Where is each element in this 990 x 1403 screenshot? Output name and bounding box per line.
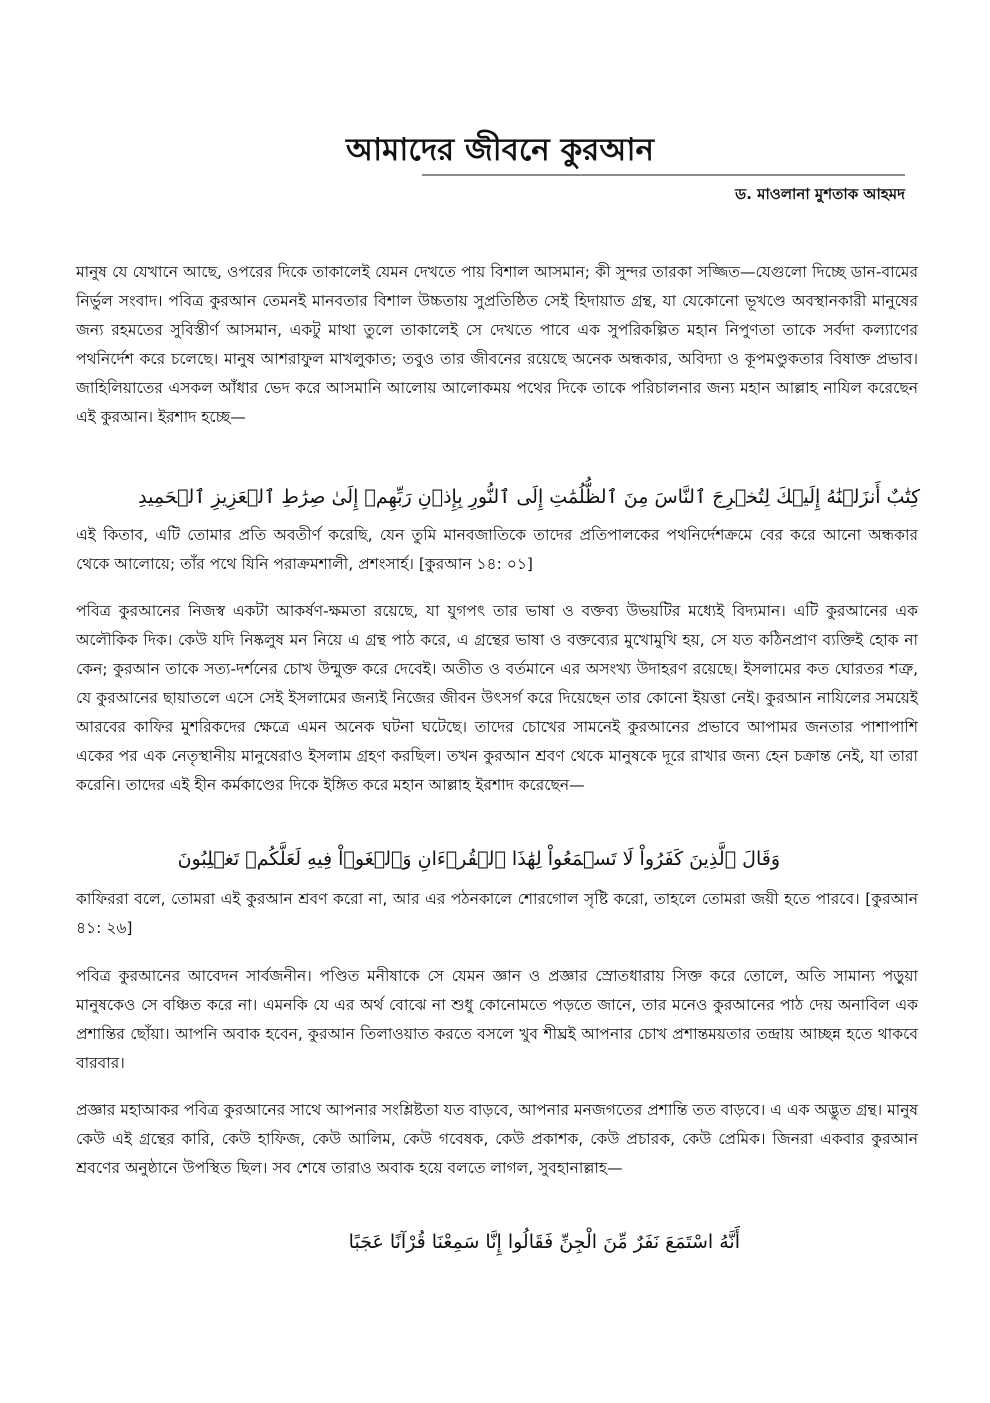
paragraph-intro: মানুষ যে যেখানে আছে, ওপরের দিকে তাকালেই যেমন দেখতে পায় বিশাল আসমান; কী সুন্দর তারকা সজ্জিত—যেগুলো দিচ্ছে ডান-বামের নির্ভুল সংবাদ। পবিত্র কুরআন তেমনই মানবতার বিশাল উচ্চতায় সুপ্রতিষ্ঠিত সেই হিদায়াত গ্রন্থ, যা যেকোনো ভূখণ্ডে অবস্থানকারী মানুষের জন্য রহমতের সুবিস্তীর্ণ আসমান, একটু মাথা তুলে তাকালেই সে দেখতে পাবে এক সুপরিকল্পিত মহান নিপুণতা তাকে সর্বদা কল্যাণের পথনির্দেশ করে চলেছে। মানুষ আশরাফুল মাখলুকাত; তবুও তার জীবনের রয়েছে অনেক অন্ধকার, অবিদ্যা ও কূপমণ্ডুকতার বিষাক্ত প্রভাব। জাহিলিয়াতের এসকল আঁধার ভেদ করে আসমানি আলোয় আলোকময় পথের দিকে তাকে পরিচালনার জন্য মহান আল্লাহ নাযিল করেছেন এই কুরআন। ইরশাদ হচ্ছে— xyxy=(76,263,918,426)
arabic-verse-ibrahim: كِتَٰبٌ أَنزَلۡنَٰهُ إِلَيۡكَ لِتُخۡرِجَ ٱلنَّاسَ مِنَ ٱلظُّلُمَٰتِ إِلَى ٱلنُّورِ بِإِذۡنِ رَبِّهِمۡ إِلَىٰ صِرَٰطِ ٱلۡعَزِيزِ ٱلۡحَمِيدِ xyxy=(138,486,920,508)
translation-ibrahim: এই কিতাব, এটি তোমার প্রতি অবতীর্ণ করেছি, যেন তুমি মানবজাতিকে তাদের প্রতিপালকের পথনির্দেশক্রমে বের করে আনো অন্ধকার থেকে আলোয়ে; তাঁর পথে যিনি পরাক্রমশালী, প্রশংসার্হ। [কুরআন ১৪: ০১] xyxy=(76,526,918,573)
arabic-verse-jinn: أَنَّهُ اسْتَمَعَ نَفَرٌ مِّنَ الْجِنِّ فَقَالُوا إِنَّا سَمِعْنَا قُرْآنًا عَجَبًا xyxy=(348,1231,740,1253)
arabic-verse-fussilat: وَقَالَ ٱلَّذِينَ كَفَرُواْ لَا تَسۡمَعُواْ لِهَٰذَا ٱلۡقُرۡءَانِ وَٱلۡغَوۡاْ فِيهِ لَعَلَّكُمۡ تَغۡلِبُونَ xyxy=(177,848,780,870)
paragraph-wisdom: প্রজ্ঞার মহাআকর পবিত্র কুরআনের সাথে আপনার সংশ্লিষ্টতা যত বাড়বে, আপনার মনজগতের প্রশান্তি তত বাড়বে। এ এক অদ্ভুত গ্রন্থ। মানুষ কেউ এই গ্রন্থের কারি, কেউ হাফিজ, কেউ আলিম, কেউ গবেষক, কেউ প্রকাশক, কেউ প্রচারক, কেউ প্রেমিক। জিনরা একবার কুরআন শ্রবণের অনুষ্ঠানে উপস্থিত ছিল। সব শেষে তারাও অবাক হয়ে বলতে লাগল, সুবহানাল্লাহ— xyxy=(76,1101,918,1177)
paragraph-attraction: পবিত্র কুরআনের নিজস্ব একটা আকর্ষণ-ক্ষমতা রয়েছে, যা যুগপৎ তার ভাষা ও বক্তব্য উভয়টির মধ্যেই বিদ্যমান। এটি কুরআনের এক অলৌকিক দিক। কেউ যদি নিষ্কলুষ মন নিয়ে এ গ্রন্থ পাঠ করে, এ গ্রন্থের ভাষা ও বক্তব্যের মুখোমুখি হয়, সে যত কঠিনপ্রাণ ব্যক্তিই হোক না কেন; কুরআন তাকে সত্য-দর্শনের চোখ উন্মুক্ত করে দেবেই। অতীত ও বর্তমানে এর অসংখ্য উদাহরণ রয়েছে। ইসলামের কত ঘোরতর শত্রু, যে কুরআনের ছায়াতলে এসে সেই ইসলামের জন্যই নিজের জীবন উৎসর্গ করে দিয়েছেন তার কোনো ইয়ত্তা নেই। কুরআন নাযিলের সময়েই আরবের কাফির মুশরিকদের ক্ষেত্রে এমন অনেক ঘটনা ঘটেছে। তাদের চোখের সামনেই কুরআনের প্রভাবে আপামর জনতার পাশাপাশি একের পর এক নেতৃস্থানীয় মানুষেরাও ইসলাম গ্রহণ করছিল। তখন কুরআন শ্রবণ থেকে মানুষকে দূরে রাখার জন্য হেন চক্রান্ত নেই, যা তারা করেনি। তাদের এই হীন কর্মকাণ্ডের দিকে ইঙ্গিত করে মহান আল্লাহ ইরশাদ করেছেন— xyxy=(76,602,918,794)
page-title: আমাদের জীবনে কুরআন xyxy=(346,132,654,168)
translation-fussilat: কাফিররা বলে, তোমরা এই কুরআন শ্রবণ করো না, আর এর পঠনকালে শোরগোল সৃষ্টি করো, তাহলে তোমরা জয়ী হতে পারবে। [কুরআন ৪১: ২৬] xyxy=(76,890,918,937)
paragraph-universal-appeal: পবিত্র কুরআনের আবেদন সার্বজনীন। পণ্ডিত মনীষাকে সে যেমন জ্ঞান ও প্রজ্ঞার স্রোতধারায় সিক্ত করে তোলে, অতি সামান্য পড়ুয়া মানুষকেও সে বঞ্চিত করে না। এমনকি যে এর অর্থ বোঝে না শুধু কোনোমতে পড়তে জানে, তার মনেও কুরআনের পাঠ দেয় অনাবিল এক প্রশান্তির ছোঁয়া। আপনি অবাক হবেন, কুরআন তিলাওয়াত করতে বসলে খুব শীঘ্রই আপনার চোখ প্রশান্তময়তার তন্দ্রায় আচ্ছন্ন হতে থাকবে বারবার। xyxy=(76,967,918,1072)
author-name: ড. মাওলানা মুশতাক আহমদ xyxy=(735,185,905,203)
title-underline xyxy=(422,174,905,176)
